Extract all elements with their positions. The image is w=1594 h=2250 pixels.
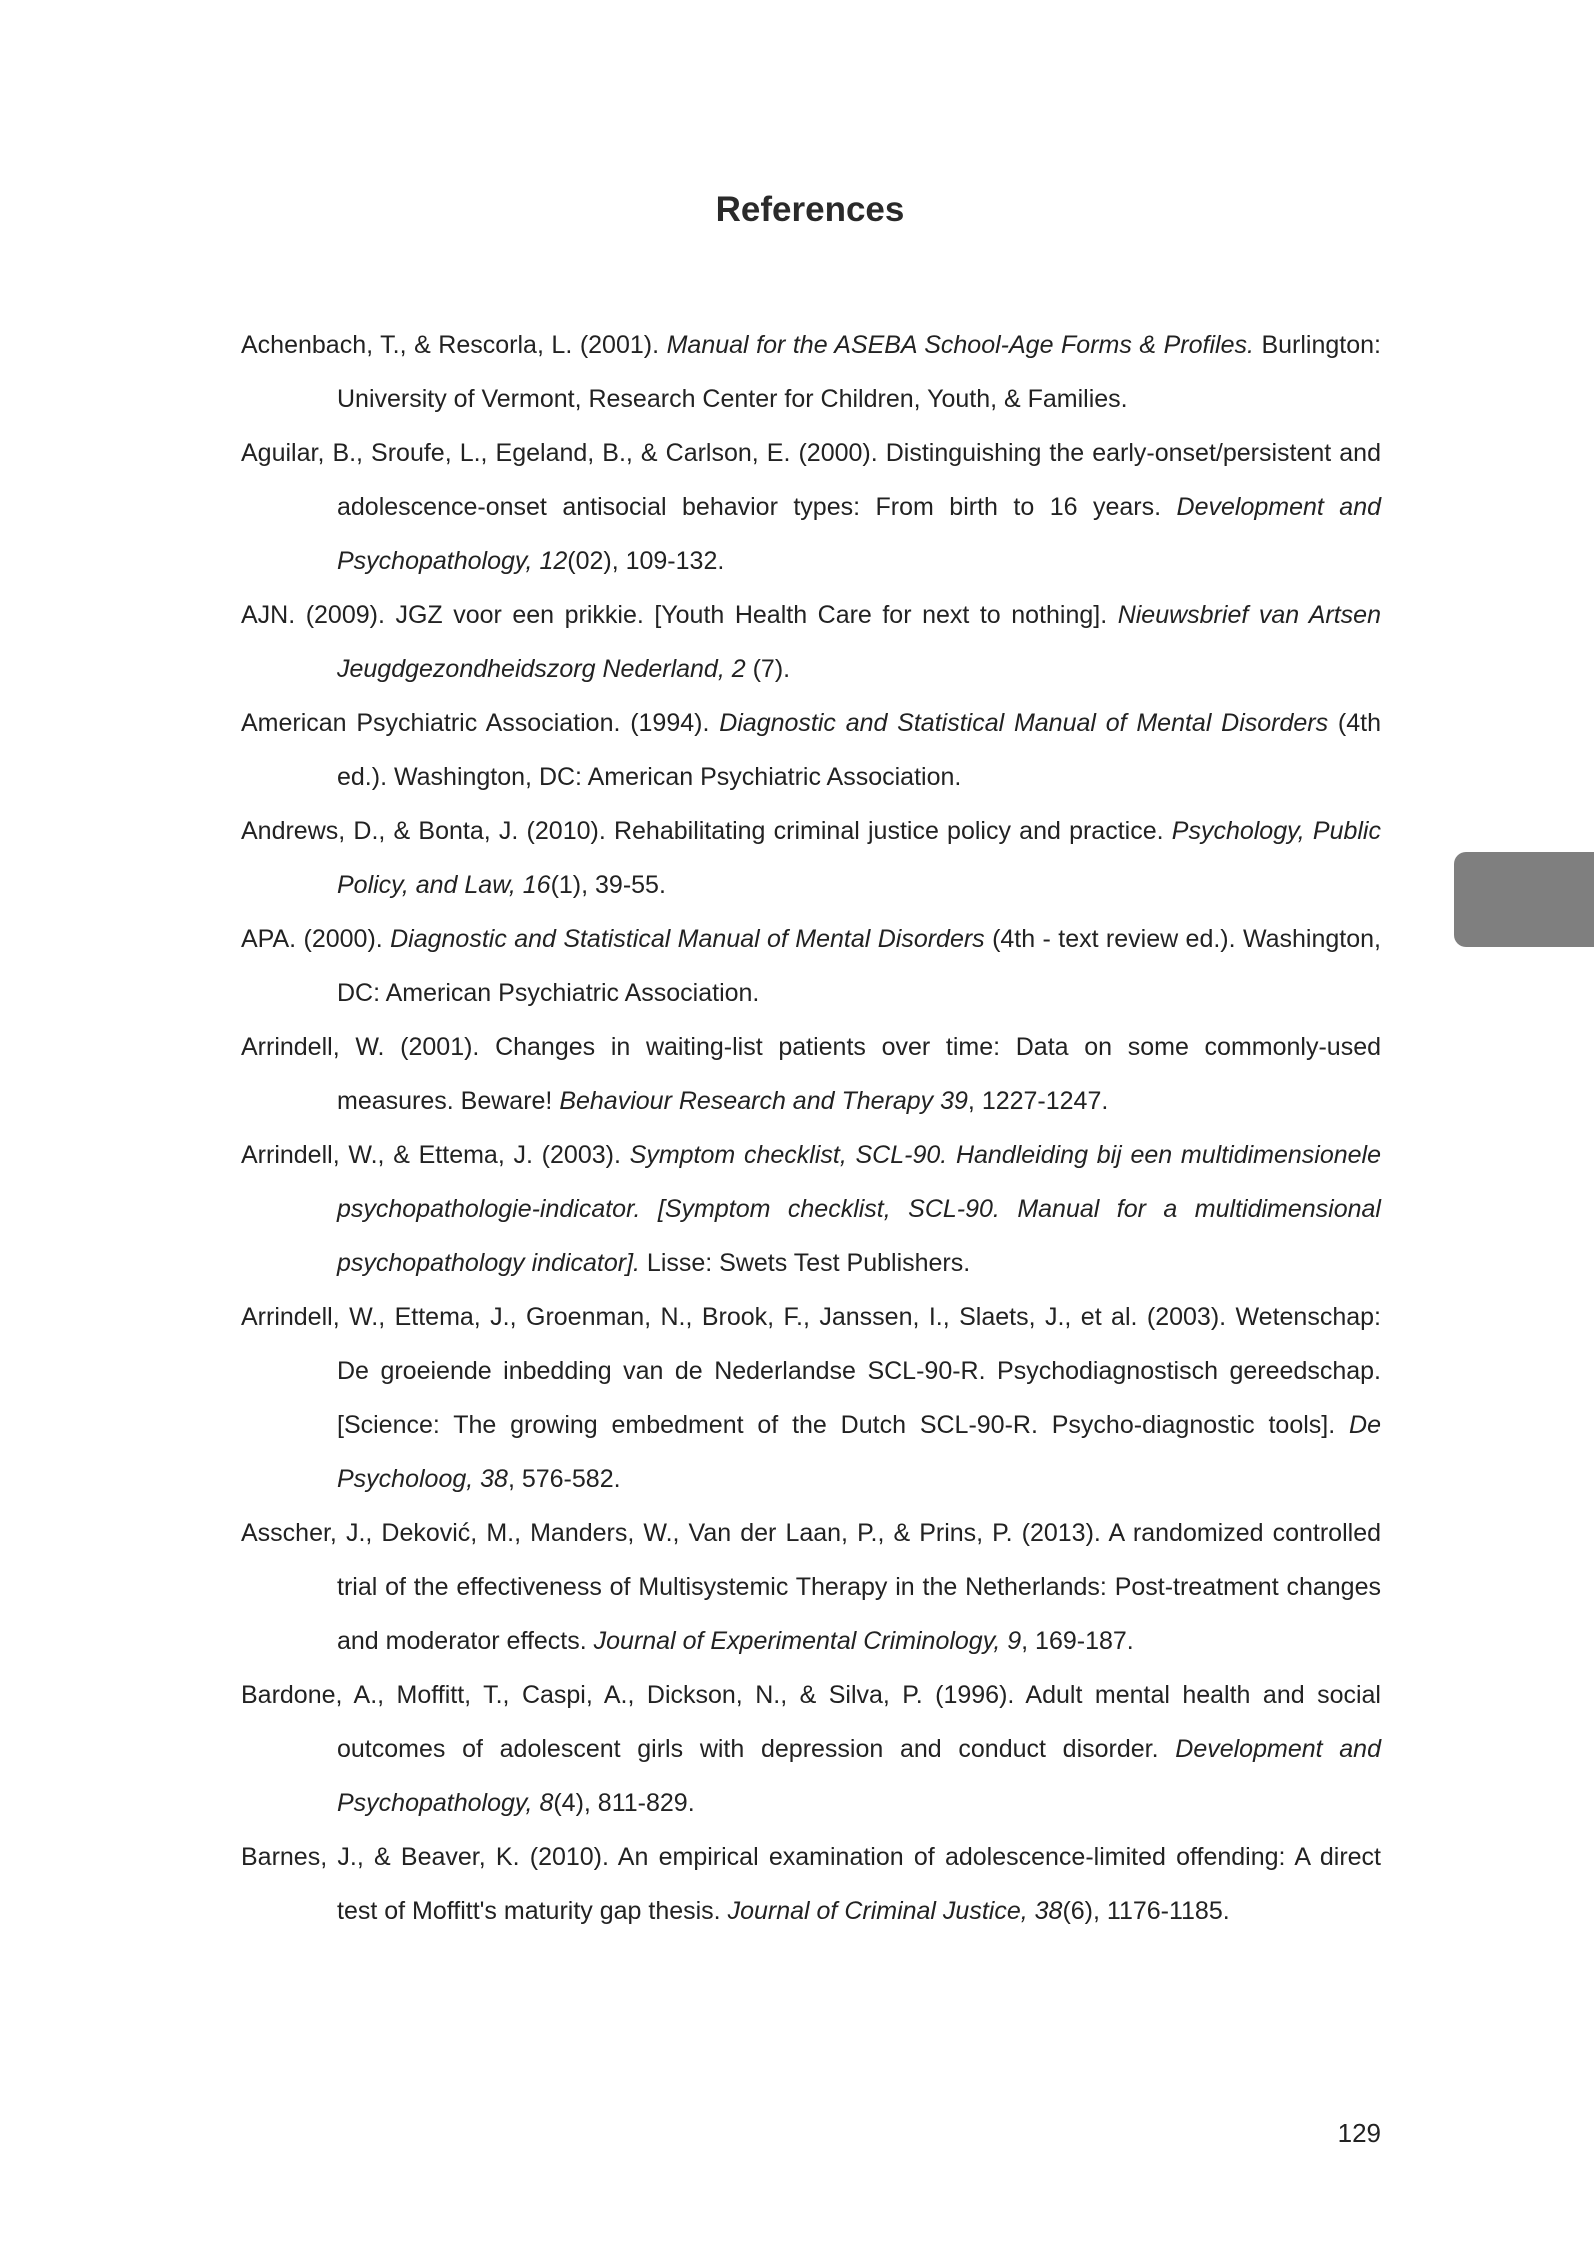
reference-entry — [241, 696, 1381, 804]
reference-source: Development and Psychopathology, 8 — [337, 1735, 1381, 1817]
reference-source: Psychology, Public Policy, and Law, 16 — [337, 817, 1381, 899]
reference-details: Lisse: Swets Test Publishers. — [639, 1249, 971, 1277]
reference-entry — [241, 912, 1381, 1020]
reference-entry — [241, 1290, 1381, 1506]
reference-text: Bardone, A., Moffitt, T., Caspi, A., Dickson, N., & Silva, P. (1996). Adult mental health and social outcomes of adolescent girls with depression and conduct disorder. — [241, 1681, 1381, 1763]
reference-text: Arrindell, W., & Ettema, J. (2003). — [241, 1141, 630, 1169]
reference-details: , 1227-1247. — [967, 1087, 1109, 1115]
reference-entry — [241, 1020, 1381, 1128]
reference-details: (4th - text review ed.). Washington, DC: American Psychiatric Association. — [337, 925, 1381, 1007]
reference-details: (4th ed.). Washington, DC: American Psychiatric Association. — [337, 709, 1381, 791]
page-title: References — [715, 190, 905, 229]
reference-text: Arrindell, W. (2001). Changes in waiting-list patients over time: Data on some commonly-used measures. Beware! — [241, 1033, 1381, 1115]
reference-text: Andrews, D., & Bonta, J. (2010). Rehabilitating criminal justice policy and practice. — [241, 817, 1172, 845]
reference-entry — [241, 804, 1381, 912]
reference-source: Journal of Experimental Criminology, 9 — [593, 1627, 1022, 1655]
chapter-thumb-tab — [1454, 852, 1594, 947]
reference-text: Asscher, J., Deković, M., Manders, W., Van der Laan, P., & Prins, P. (2013). A randomized controlled trial of the effectiveness of Multisystemic Therapy in the Netherlands: Post-treatment changes and moderator effects. — [241, 1519, 1381, 1655]
reference-entry — [241, 1506, 1381, 1668]
reference-text: AJN. (2009). JGZ voor een prikkie. [Youth Health Care for next to nothing]. — [241, 601, 1118, 629]
reference-entry — [241, 318, 1381, 426]
reference-details: , 576-582. — [507, 1465, 621, 1493]
page-number: 129 — [1337, 2118, 1381, 2148]
reference-source: Diagnostic and Statistical Manual of Mental Disorders — [719, 709, 1329, 737]
reference-source: Nieuwsbrief van Artsen Jeugdgezondheidszorg Nederland, 2 — [337, 601, 1381, 683]
reference-entry — [241, 588, 1381, 696]
reference-source: Development and Psychopathology, 12 — [337, 493, 1382, 575]
reference-source: Journal of Criminal Justice, 38 — [727, 1897, 1063, 1925]
reference-source: Manual for the ASEBA School-Age Forms & Profiles. — [666, 331, 1254, 359]
reference-text: Arrindell, W., Ettema, J., Groenman, N., Brook, F., Janssen, I., Slaets, J., et al. (2003). Wetenschap: De groeiende inbedding van de Nederlandse SCL-90-R. Psychodiagnostisch gereedschap. [Science: The growing embedment of the Dutch SCL-90-R. Psycho-diagnostic tools]. — [241, 1303, 1381, 1439]
reference-entry — [241, 426, 1381, 588]
reference-entry — [241, 1128, 1381, 1290]
reference-text: American Psychiatric Association. (1994). — [241, 709, 720, 737]
reference-details: , 169-187. — [1021, 1627, 1134, 1655]
reference-details: (1), 39-55. — [550, 871, 666, 899]
reference-source: Behaviour Research and Therapy 39 — [559, 1087, 968, 1115]
reference-source: Symptom checklist, SCL-90. Handleiding bij een multidimensionele psychopathologie-indicator. [Symptom checklist, SCL-90. Manual for a multidimensional psychopathology indicator]. — [337, 1141, 1382, 1277]
reference-entry — [241, 1668, 1381, 1830]
reference-text: APA. (2000). — [241, 925, 391, 953]
reference-text: Barnes, J., & Beaver, K. (2010). An empirical examination of adolescence-limited offending: A direct test of Moffitt's maturity gap thesis. — [241, 1843, 1381, 1925]
reference-text: Achenbach, T., & Rescorla, L. (2001). — [241, 331, 667, 359]
reference-details: Burlington: University of Vermont, Research Center for Children, Youth, & Families. — [337, 331, 1381, 413]
reference-details: (6), 1176-1185. — [1062, 1897, 1230, 1925]
reference-text: Aguilar, B., Sroufe, L., Egeland, B., & Carlson, E. (2000). Distinguishing the early-onset/persistent and adolescence-onset antisocial behavior types: From birth to 16 years. — [241, 439, 1381, 521]
reference-entry — [241, 1830, 1381, 1938]
reference-details: (4), 811-829. — [553, 1789, 695, 1817]
reference-details: (02), 109-132. — [567, 547, 725, 575]
reference-list — [241, 318, 1381, 1938]
reference-source: Diagnostic and Statistical Manual of Mental Disorders — [390, 925, 985, 953]
reference-source: De Psycholoog, 38 — [337, 1411, 1381, 1493]
reference-details: (7). — [745, 655, 791, 683]
